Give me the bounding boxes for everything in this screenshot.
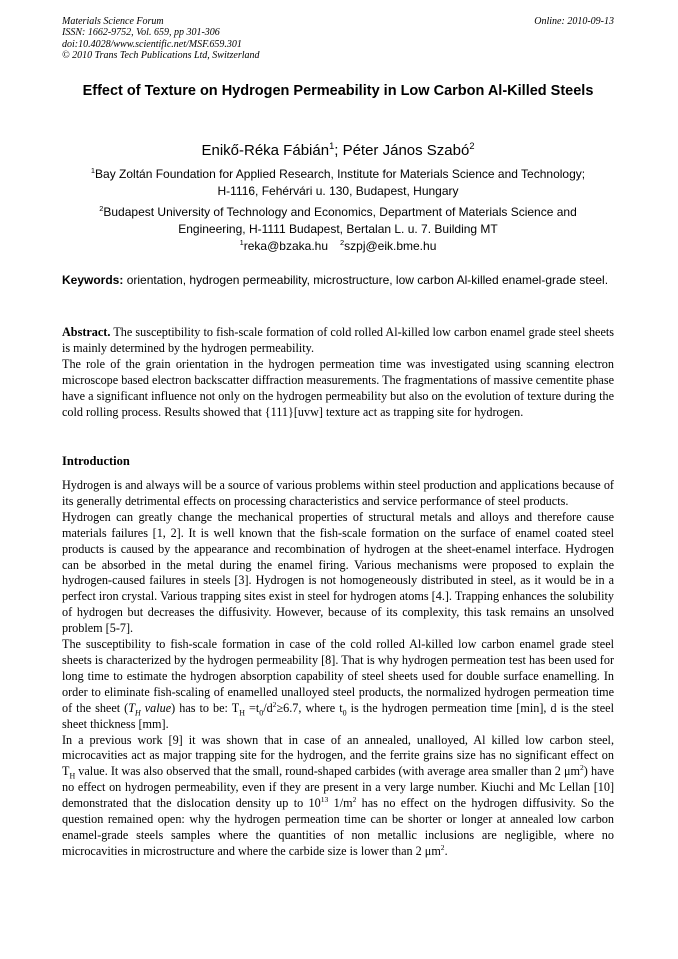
affiliation-1 (62, 166, 614, 200)
p3-text-d: /d (263, 700, 273, 715)
author-line (62, 142, 614, 160)
t0-subscript-2: 0 (342, 708, 347, 718)
p4-th-subscript: H (69, 771, 76, 781)
journal-name: Materials Science Forum (62, 16, 164, 27)
author-separator: ; (334, 142, 343, 159)
issn-line: ISSN: 1662-9752, Vol. 659, pp 301-306 (62, 27, 220, 39)
p4-um-squared-1: 2 (580, 763, 584, 773)
p4-text-d: 1/m (328, 796, 353, 811)
p4-um-squared-2: 2 (440, 842, 445, 852)
th-formula-symbol: T (231, 700, 240, 715)
p4-exponent-13: 13 (320, 795, 329, 805)
email-2[interactable]: szpj@eik.bme.hu (344, 239, 437, 253)
author-2: Péter János Szabó (342, 142, 470, 159)
p3-text-c: =t (244, 700, 260, 715)
p4-text-c: ) have no effect on hydrogen permeability, even if they are present in a very large number. Kiuchi and Mc Lellan [10] demonstrated that the dislocation density up to 10 (62, 764, 614, 811)
email-1[interactable]: reka@bzaka.hu (243, 239, 328, 253)
keywords-block (62, 272, 614, 288)
p4-text-f: . (444, 843, 448, 858)
p4-text-e: has no effect on the hydrogen diffusivity. So the question remained open: why the hydrogen permeation time can be shorter or longer at annealed low carbon enamel-grade steels samples where the quantities of non metallic inclusions are negligible, where no microcavities in microstructure and where the carbide size is lower than 2 μm (62, 796, 614, 858)
author-1-mark: 1 (329, 141, 335, 151)
email-2-mark: 2 (340, 238, 345, 247)
paper-title: Effect of Texture on Hydrogen Permeability in Low Carbon Al-Killed Steels (82, 83, 594, 99)
th-formula-subscript: H (239, 708, 245, 718)
abstract-block (62, 325, 614, 420)
affiliation-1-mark: 1 (90, 166, 96, 175)
abstract-paragraph-2: The role of the grain orientation in the hydrogen permeation time was investigated using scanning electron microscope based electron backscatter diffraction measurements. The fragmentations of massive cementite phase have a significant influence not only on the hydrogen permeability but also on the evolution of texture during the cold rolling process. Results showed that {111}[uvw] texture act as trapping site for hydrogen. (62, 356, 614, 419)
th-subscript: H (135, 708, 141, 718)
section-heading-introduction: Introduction (62, 454, 130, 468)
email-1-mark: 1 (239, 238, 244, 247)
abstract-label: Abstract. (62, 325, 111, 339)
copyright-line: © 2010 Trans Tech Publications Ltd, Switzerland (62, 49, 260, 61)
p3-text-e: ≥6.7, where t (276, 700, 343, 715)
keywords-label: Keywords: (62, 273, 124, 287)
affiliation-2-line-2: Engineering, H-1111 Budapest, Bertalan L. u. 7. Building MT (178, 222, 498, 236)
abstract-paragraph-1 (62, 325, 614, 357)
keywords-text: orientation, hydrogen permeability, microstructure, low carbon Al-killed enamel-grade steel. (123, 273, 609, 287)
abstract-text-1: The susceptibility to fish-scale formation of cold rolled Al-killed low carbon enamel grade steel sheets is mainly determined by the hydrogen permeability. (62, 325, 614, 355)
email-line (62, 238, 614, 254)
p4-text-a: In a previous work [9] it was shown that in case of an annealed, unalloyed, Al killed low carbon steel, microcavities act as major trapping site for the hydrogen, and the ferrite grains size has no significant effect on T (62, 732, 614, 779)
th-symbol: T (128, 700, 136, 715)
intro-paragraph-2: Hydrogen can greatly change the mechanical properties of structural metals and alloys and therefore cause materials failures [1, 2]. It is well known that the fish-scale formation on the surface of enamel coated steel products is caused by the appearance and recombination of hydrogen at the sheet-enamel interface. Hydrogen can be absorbed in the metal during the enamel firing. Various mechanisms were proposed to explain the hydrogen-caused failures in steels [3]. Hydrogen is not homogeneously distributed in steel, as it would be in a perfect iron crystal. Various trapping sites exist in steel for hydrogen atoms [4.]. Trapping enhances the solubility of hydrogen but decreases the diffusivity. However, because of its complexity, this task remains an unsolved problem [5-7]. (62, 509, 614, 636)
affiliation-1-line-2: H-1116, Fehérvári u. 130, Budapest, Hungary (217, 184, 459, 198)
author-1: Enikő-Réka Fábián (201, 142, 330, 159)
intro-paragraph-3 (62, 637, 614, 732)
t0-subscript-1: 0 (259, 708, 264, 718)
affiliation-2-line-1: Budapest University of Technology and Economics, Department of Materials Science and (103, 205, 577, 219)
intro-paragraph-4 (62, 733, 614, 860)
th-value-word: value (140, 700, 172, 715)
doi-line[interactable]: doi:10.4028/www.scientific.net/MSF.659.301 (62, 38, 242, 50)
d-squared: 2 (272, 699, 277, 709)
author-2-mark: 2 (469, 141, 475, 151)
introduction-body (62, 478, 614, 860)
affiliation-2 (62, 204, 614, 238)
p3-text-a: The susceptibility to fish-scale formation in case of the cold rolled Al-killed low carbon enamel grade steel sheets is characterized by the hydrogen permeability [8]. That is why hydrogen permeation test has been used for long time to estimate the hydrogen absorption capability of steel sheets used for double surface enamelling. In order to eliminate fish-scaling of enamelled unalloyed steel products, the normalized hydrogen permeation time of the sheet ( (62, 637, 614, 715)
online-date: Online: 2010-09-13 (534, 16, 614, 27)
p3-text-f: is the hydrogen permeation time [min], d is the steel sheet thickness [mm]. (62, 700, 614, 731)
affiliation-2-mark: 2 (99, 204, 104, 213)
intro-paragraph-1: Hydrogen is and always will be a source of various problems within steel production and applications because of its generally detrimental effects on processing characteristics and service performance of steel products. (62, 478, 614, 508)
th-value-term (128, 700, 172, 718)
p3-text-b: ) has to be: (171, 700, 232, 715)
p4-m-squared: 2 (352, 795, 357, 805)
p4-text-b: value. It was also observed that the small, round-shaped carbides (with average area smaller than 2 μm (75, 764, 581, 779)
journal-header (62, 16, 614, 61)
affiliation-1-line-1: Bay Zoltán Foundation for Applied Research, Institute for Materials Science and Technology; (95, 167, 586, 181)
